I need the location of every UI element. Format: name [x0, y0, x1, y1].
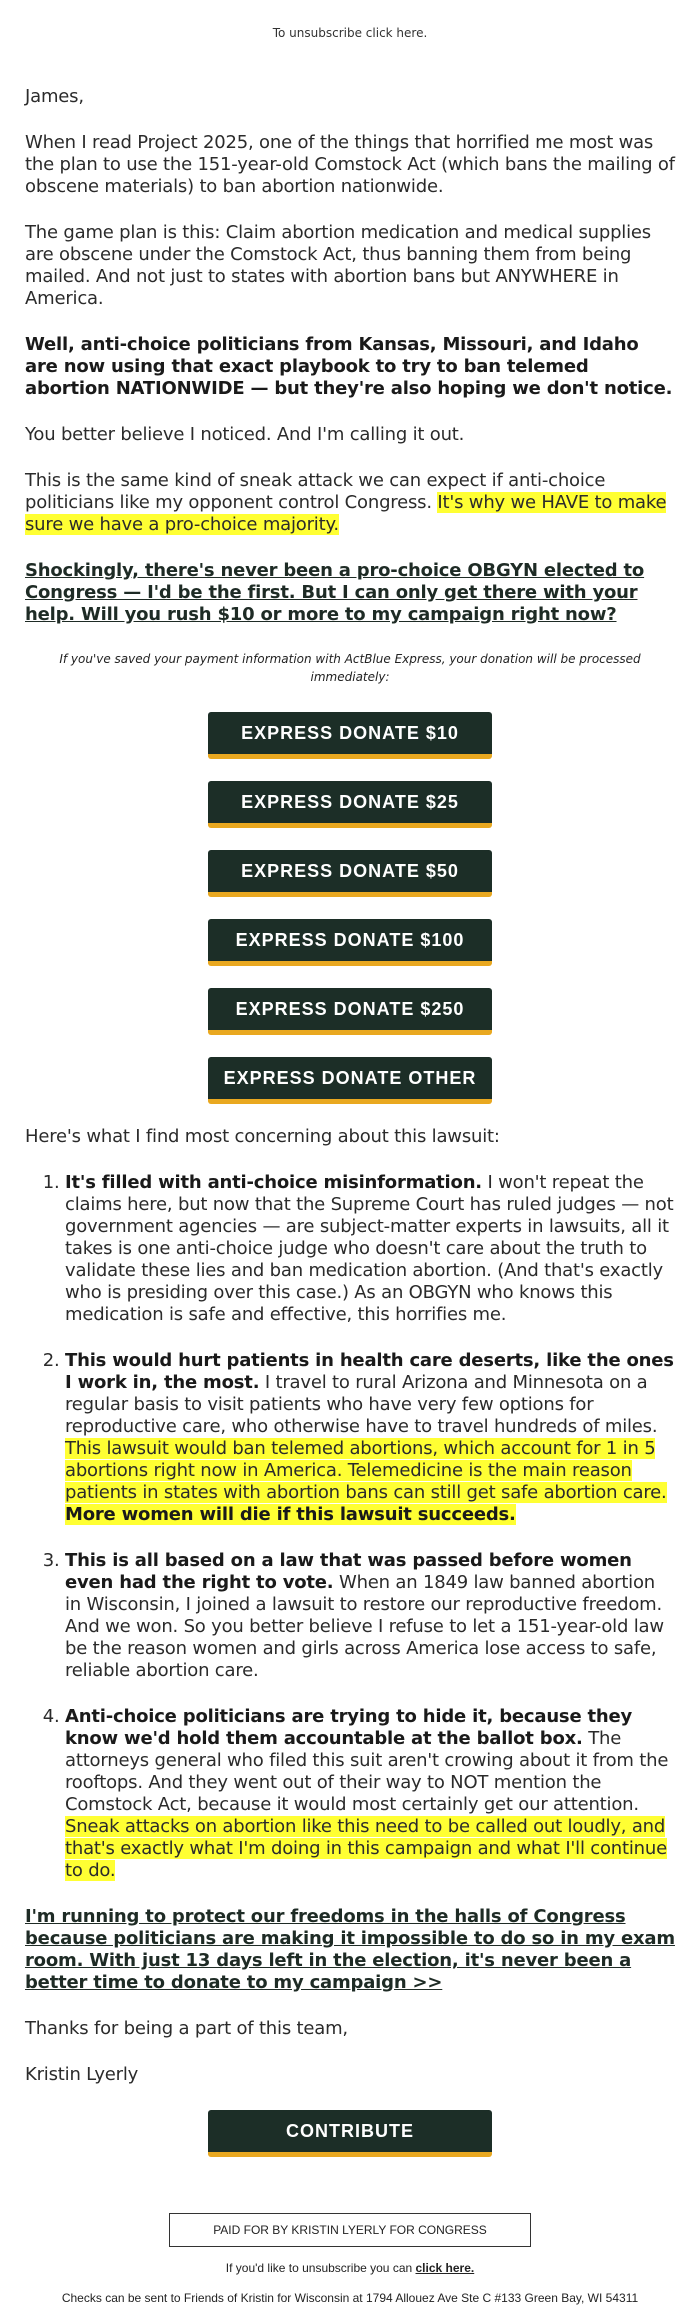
top-unsubscribe-line: [25, 26, 675, 40]
concerns-intro: Here's what I find most concerning about this lawsuit:: [25, 1126, 500, 1147]
express-donate-other-button[interactable]: EXPRESS DONATE OTHER: [208, 1057, 492, 1104]
concern-text: I won't repeat the claims here, but now that the Supreme Court has ruled judges — not government agencies — are subject-matter experts in lawsuits, all it takes is one anti-choice judge who doesn't care about the truth to validate these lies and ban medication abortion. (And that's exactly who is presiding over this case.) As an OBGYN who knows this medication is safe and effective, this horrifies me.: [65, 1172, 674, 1325]
concern-item: [65, 1350, 675, 1526]
concern-text: The attorneys general who filed this suit aren't crowing about it from the rooftops. And they went out of their way to NOT mention the Comstock Act, because it would most certainly get our attention.: [65, 1728, 669, 1815]
express-donate-25-button[interactable]: EXPRESS DONATE $25: [208, 781, 492, 828]
email-body: [25, 0, 675, 2305]
concern-item: [65, 1550, 675, 1682]
footer-unsubscribe-text: If you'd like to unsubscribe you can: [225, 2261, 416, 2275]
signature: Kristin Lyerly: [25, 2064, 139, 2085]
concern-heading: This is all based on a law that was passed before women even had the right to vote.: [65, 1550, 632, 1593]
concern-item: [65, 1706, 675, 1882]
paragraph-game-plan: The game plan is this: Claim abortion medication and medical supplies are obscene under the Comstock Act, thus banning them from being mailed. And not just to states with abortion bans but ANYWHERE in America.: [25, 222, 651, 309]
concern-highlight: Sneak attacks on abortion like this need to be called out loudly, and that's exactly what I'm doing in this campaign and what I'll continue to do.: [65, 1816, 667, 1881]
paragraph-noticed: You better believe I noticed. And I'm calling it out.: [25, 424, 465, 445]
paragraph-donate-ask: [25, 560, 675, 626]
concern-highlight-bold: More women will die if this lawsuit succeeds.: [65, 1504, 516, 1525]
concern-text: I travel to rural Arizona and Minnesota on a regular basis to visit patients who have very few options for reproductive care, who otherwise have to travel hundreds of miles.: [65, 1372, 658, 1437]
top-unsubscribe-link[interactable]: click here.: [365, 26, 428, 40]
sneak-attack-text: This is the same kind of sneak attack we can expect if anti-choice politicians like my opponent control Congress.: [25, 470, 606, 513]
paid-for-disclaimer: PAID FOR BY KRISTIN LYERLY FOR CONGRESS: [169, 2213, 531, 2247]
express-donate-50-button[interactable]: EXPRESS DONATE $50: [208, 850, 492, 897]
salutation: James,: [25, 86, 84, 107]
donate-ask-link[interactable]: Shockingly, there's never been a pro-choice OBGYN elected to Congress — I'd be the first. But I can only get there with your help. Will you rush $10 or more to my campaign right now?: [25, 560, 645, 625]
concern-heading: Anti-choice politicians are trying to hide it, because they know we'd hold them accountable at the ballot box.: [65, 1706, 633, 1749]
closing-donate-link[interactable]: I'm running to protect our freedoms in the halls of Congress because politicians are making it impossible to do so in my exam room. With just 13 days left in the election, it's never been a better time to donate to my campaign >>: [25, 1906, 675, 1993]
bold-warning-text: Well, anti-choice politicians from Kansas, Missouri, and Idaho are now using that exact playbook to try to ban telemed abortion NATIONWIDE — but they're also hoping we don't notice.: [25, 334, 673, 399]
paragraph-bold-warning: [25, 334, 675, 400]
paragraph-sneak-attack: [25, 470, 675, 536]
thanks-line: Thanks for being a part of this team,: [25, 2018, 348, 2039]
donate-button-group: [25, 712, 675, 1104]
concerns-list: [25, 1172, 675, 1882]
paragraph-closing-cta: [25, 1906, 675, 1994]
concern-heading: It's filled with anti-choice misinformation.: [65, 1172, 482, 1193]
contribute-button[interactable]: CONTRIBUTE: [208, 2110, 492, 2157]
pro-choice-majority-highlight: It's why we HAVE to make sure we have a pro-choice majority.: [25, 492, 667, 535]
concern-highlight: This lawsuit would ban telemed abortions, which account for 1 in 5 abortions right now in America. Telemedicine is the main reason patients in states with abortion bans can still get safe abortion care.: [65, 1438, 667, 1503]
top-unsubscribe-text: To unsubscribe: [272, 26, 366, 40]
express-donate-10-button[interactable]: EXPRESS DONATE $10: [208, 712, 492, 759]
express-donate-250-button[interactable]: EXPRESS DONATE $250: [208, 988, 492, 1035]
concern-heading: This would hurt patients in health care deserts, like the ones I work in, the most.: [65, 1350, 674, 1393]
express-donate-100-button[interactable]: EXPRESS DONATE $100: [208, 919, 492, 966]
paragraph-project-2025: When I read Project 2025, one of the things that horrified me most was the plan to use the 151-year-old Comstock Act (which bans the mailing of obscene materials) to ban abortion nationwide.: [25, 132, 675, 197]
footer-unsubscribe-line: [25, 2261, 675, 2275]
footer-unsubscribe-link[interactable]: click here.: [415, 2261, 475, 2275]
concern-text: When an 1849 law banned abortion in Wisconsin, I joined a lawsuit to restore our reproductive freedom. And we won. So you better believe I refuse to let a 151-year-old law be the reason women and girls across America lose access to safe, reliable abortion care.: [65, 1572, 664, 1681]
actblue-note: If you've saved your payment information with ActBlue Express, your donation will be processed immediately:: [59, 652, 641, 684]
concern-item: [65, 1172, 675, 1326]
footer-address: Checks can be sent to Friends of Kristin for Wisconsin at 1794 Allouez Ave Ste C #133 Green Bay, WI 54311: [61, 2291, 639, 2305]
